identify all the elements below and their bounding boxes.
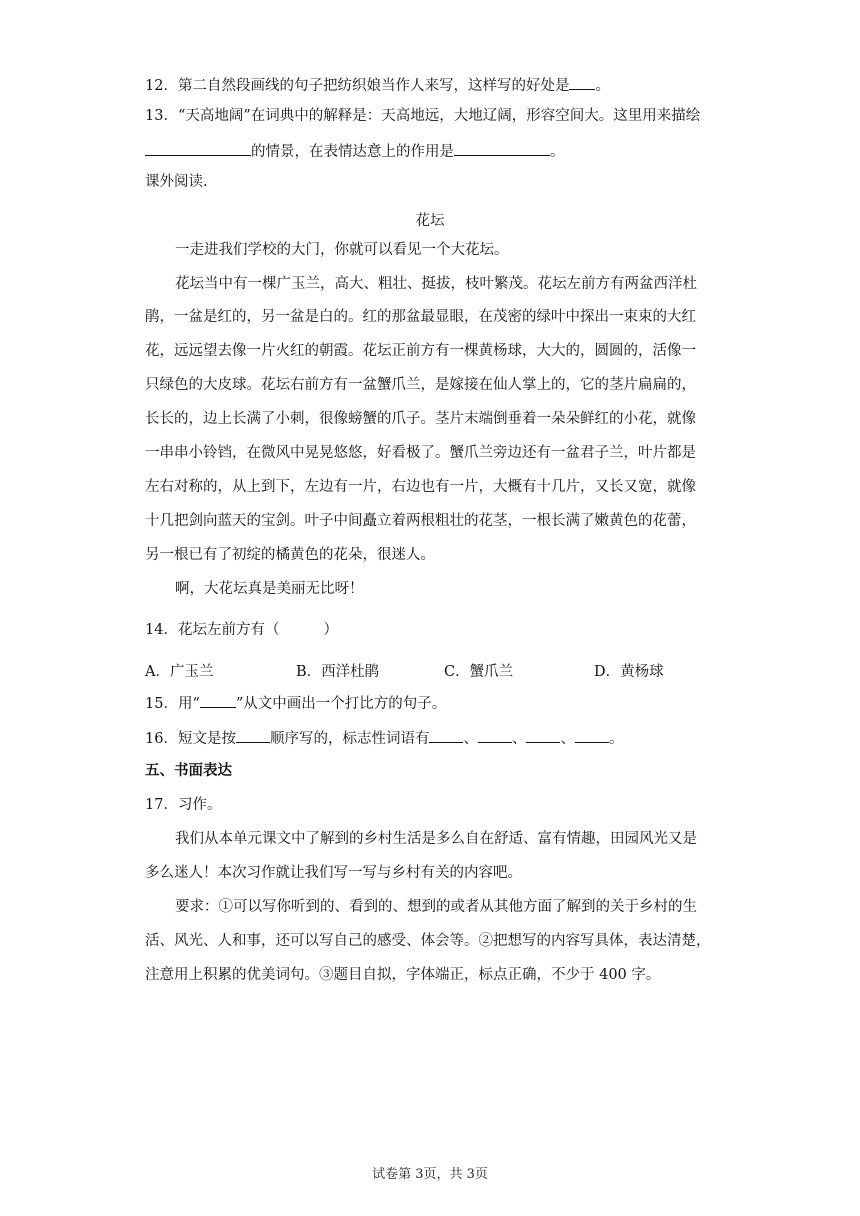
passage-line: 长长的，边上长满了小刺，很像螃蟹的爪子。茎片末端倒垂着一朵朵鲜红的小花，就像 (145, 411, 696, 427)
question-12 (145, 76, 610, 94)
passage-line: 只绿色的大皮球。花坛右前方有一盆蟹爪兰，是嫁接在仙人掌上的，它的茎片扁扁的， (145, 377, 696, 393)
q16-blank-1[interactable] (429, 729, 463, 743)
page-footer: 试卷第 3页，共 3页 (372, 1167, 488, 1182)
q15-text-end: ”从文中画出一个打比方的句子。 (235, 696, 447, 712)
q16-text-mid: 顺序写的，标志性词语有 (269, 731, 430, 747)
passage-line: 花，远远望去像一片火红的朝霞。花坛正前方有一棵黄杨球，大大的，圆圆的，活像一 (145, 343, 696, 359)
passage-line: 鹃，一盆是红的，另一盆是白的。红的那盆最显眼，在茂密的绿叶中探出一束束的大红 (145, 309, 696, 325)
question-16 (145, 729, 623, 747)
passage-line: 一串串小铃铛，在微风中晃晃悠悠，好看极了。蟹爪兰旁边还有一盆君子兰，叶片都是 (145, 445, 696, 461)
question-14 (145, 623, 338, 638)
passage-line: 花坛当中有一棵广玉兰，高大、粗壮、挺拔，枝叶繁茂。花坛左前方有两盆西洋杜 (175, 276, 697, 292)
passage-title: 花坛 (415, 213, 445, 229)
passage-line: 另一根已有了初绽的橘黄色的花朵，很迷人。 (145, 547, 435, 563)
passage-line: 十几把剑向蓝天的宝剑。叶子中间矗立着两根粗壮的花茎，一根长满了嫩黄色的花蕾， (145, 513, 696, 529)
question-17-label: 17．习作。 (145, 797, 222, 813)
q16-sep: 、 (560, 731, 575, 747)
q16-blank-2[interactable] (478, 729, 512, 743)
q17-para2-line: 注意用上积累的优美词句。③题目自拟，字体端正，标点正确，不少于 400 字。 (145, 967, 661, 983)
question-13-line2 (145, 142, 565, 160)
q17-para1-line: 我们从本单元课文中了解到的乡村生活是多么自在舒适、富有情趣，田园风光又是 (175, 831, 697, 847)
q13-end: 。 (550, 144, 565, 160)
q16-blank-order[interactable] (236, 729, 270, 743)
q17-para2-line: 要求：①可以写你听到的、看到的、想到的或者从其他方面了解到的关于乡村的生 (175, 899, 697, 915)
q16-sep: 、 (463, 731, 478, 747)
question-13-line1: 13．“天高地阔”在词典中的解释是：天高地远，大地辽阔，形容空间大。这里用来描绘 (145, 108, 701, 124)
q13-text: 的情景，在表情达意上的作用是 (251, 144, 454, 160)
q16-end: 。 (608, 731, 624, 747)
q14-option-a[interactable]: A．广玉兰 (145, 664, 214, 680)
q14-option-d[interactable]: D．黄杨球 (594, 664, 664, 680)
passage-line: 啊，大花坛真是美丽无比呀！ (175, 581, 364, 597)
q14-stem-end: ） (323, 622, 338, 638)
q16-blank-4[interactable] (575, 729, 609, 743)
q13-blank-1[interactable] (145, 142, 251, 156)
q14-option-c[interactable]: C．蟹爪兰 (444, 664, 514, 680)
q12-blank[interactable] (569, 76, 595, 90)
q16-blank-3[interactable] (526, 729, 560, 743)
question-15 (145, 694, 446, 712)
q16-sep: 、 (511, 731, 527, 747)
q12-end: 。 (595, 78, 610, 94)
q12-text: 12．第二自然段画线的句子把纺织娘当作人来写，这样写的好处是 (145, 78, 570, 94)
q16-text: 16．短文是按 (145, 731, 236, 747)
extra-reading-label: 课外阅读. (145, 174, 208, 190)
q15-blank[interactable] (200, 694, 236, 708)
q13-blank-2[interactable] (454, 142, 550, 156)
passage-line: 一走进我们学校的大门，你就可以看见一个大花坛。 (175, 242, 509, 258)
section-heading: 五、书面表达 (145, 762, 232, 779)
q15-text: 15．用“ (145, 696, 200, 712)
q14-option-b[interactable]: B．西洋杜鹃 (296, 664, 380, 680)
passage-line: 左右对称的，从上到下，左边有一片，右边也有一片，大概有十几片，又长又宽，就像 (145, 479, 696, 495)
q14-stem: 14．花坛左前方有（ (145, 622, 280, 638)
q17-para2-line: 活、风光、人和事，还可以写自己的感受、体会等。②把想写的内容写具体，表达清楚， (145, 933, 711, 949)
q17-para1-line: 多么迷人！本次习作就让我们写一写与乡村有关的内容吧。 (145, 865, 522, 881)
